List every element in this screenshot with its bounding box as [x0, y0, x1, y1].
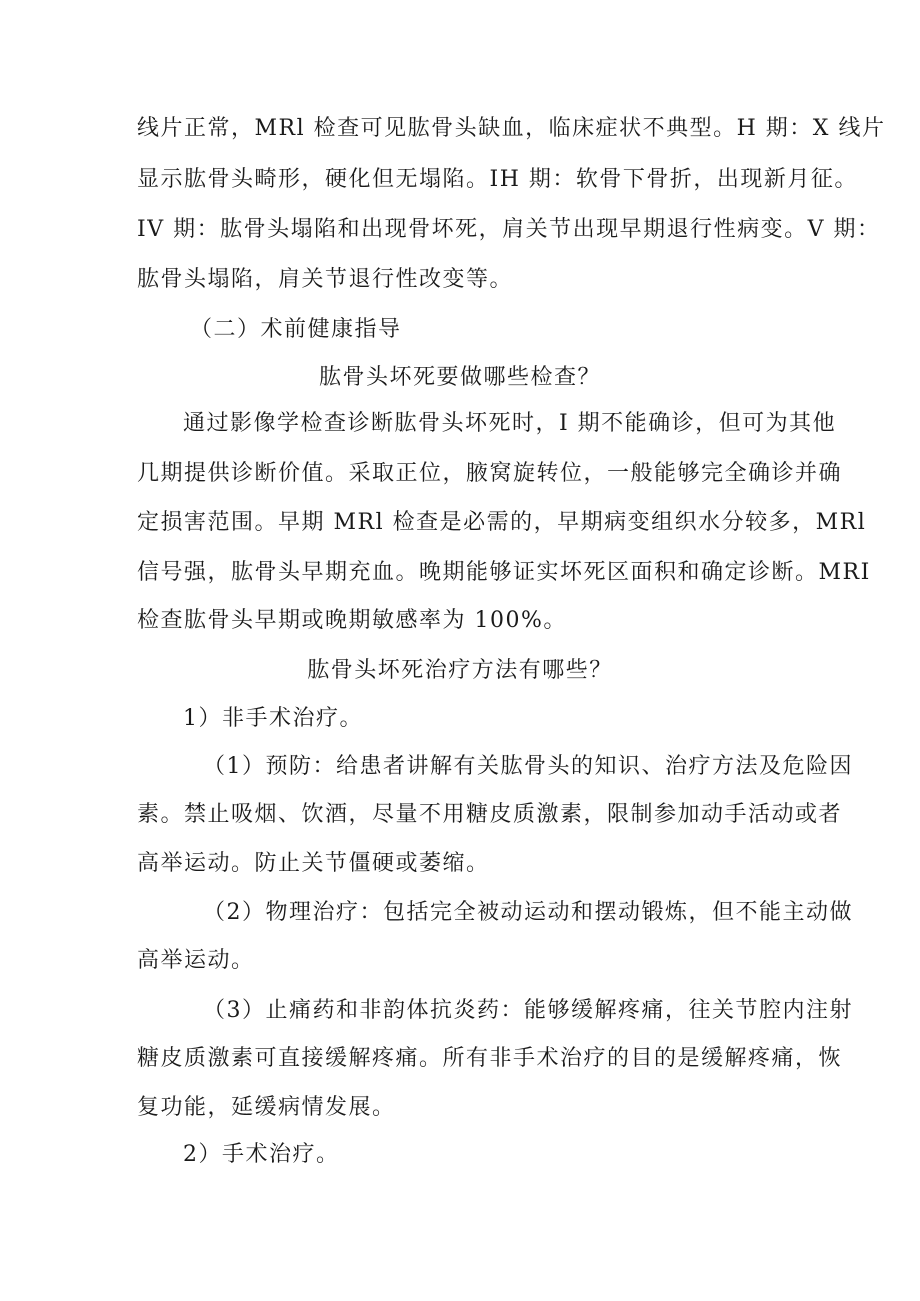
section-heading: （二）术前健康指导: [190, 317, 402, 342]
paragraph-line: 肱骨头塌陷，肩关节退行性改变等。: [137, 267, 514, 292]
subheading-examinations: 肱骨头坏死要做哪些检查？: [318, 365, 601, 390]
paragraph-line: 高举运动。防止关节僵硬或萎缩。: [137, 851, 490, 876]
paragraph-line: 复功能，延缓病情发展。: [137, 1095, 396, 1120]
paragraph-line: 几期提供诊断价值。采取正位，腋窝旋转位，一般能够完全确诊并确: [137, 461, 843, 486]
list-item-heading: 2）手术治疗。: [183, 1142, 340, 1167]
subheading-treatments: 肱骨头坏死治疗方法有哪些？: [307, 658, 613, 683]
paragraph-line: （2）物理治疗：包括完全被动运动和摆动锻炼，但不能主动做: [203, 900, 853, 925]
paragraph-line: （1）预防：给患者讲解有关肱骨头的知识、治疗方法及危险因: [203, 754, 853, 779]
paragraph-line: （3）止痛药和非韵体抗炎药：能够缓解疼痛，往关节腔内注射: [203, 998, 853, 1023]
paragraph-line: 定损害范围。早期 MRl 检查是必需的，早期病变组织水分较多，MRl: [137, 510, 867, 535]
paragraph-line: 高举运动。: [137, 948, 255, 973]
paragraph-line: IV 期：肱骨头塌陷和出现骨坏死，肩关节出现早期退行性病变。V 期：: [137, 217, 881, 242]
paragraph-line: 糖皮质激素可直接缓解疼痛。所有非手术治疗的目的是缓解疼痛，恢: [137, 1046, 843, 1071]
paragraph-line: 检查肱骨头早期或晚期敏感率为 100%。: [137, 608, 567, 633]
paragraph-line: 素。禁止吸烟、饮酒，尽量不用糖皮质激素，限制参加动手活动或者: [137, 802, 843, 827]
paragraph-line: 显示肱骨头畸形，硬化但无塌陷。IH 期：软骨下骨折，出现新月征。: [137, 167, 858, 192]
paragraph-line: 信号强，肱骨头早期充血。晚期能够证实坏死区面积和确定诊断。MRI: [137, 560, 871, 585]
paragraph-line: 通过影像学检查诊断肱骨头坏死时，I 期不能确诊，但可为其他: [183, 411, 837, 436]
paragraph-line: 线片正常，MRl 检查可见肱骨头缺血，临床症状不典型。H 期：X 线片: [137, 116, 886, 141]
list-item-heading: 1）非手术治疗。: [183, 706, 363, 731]
